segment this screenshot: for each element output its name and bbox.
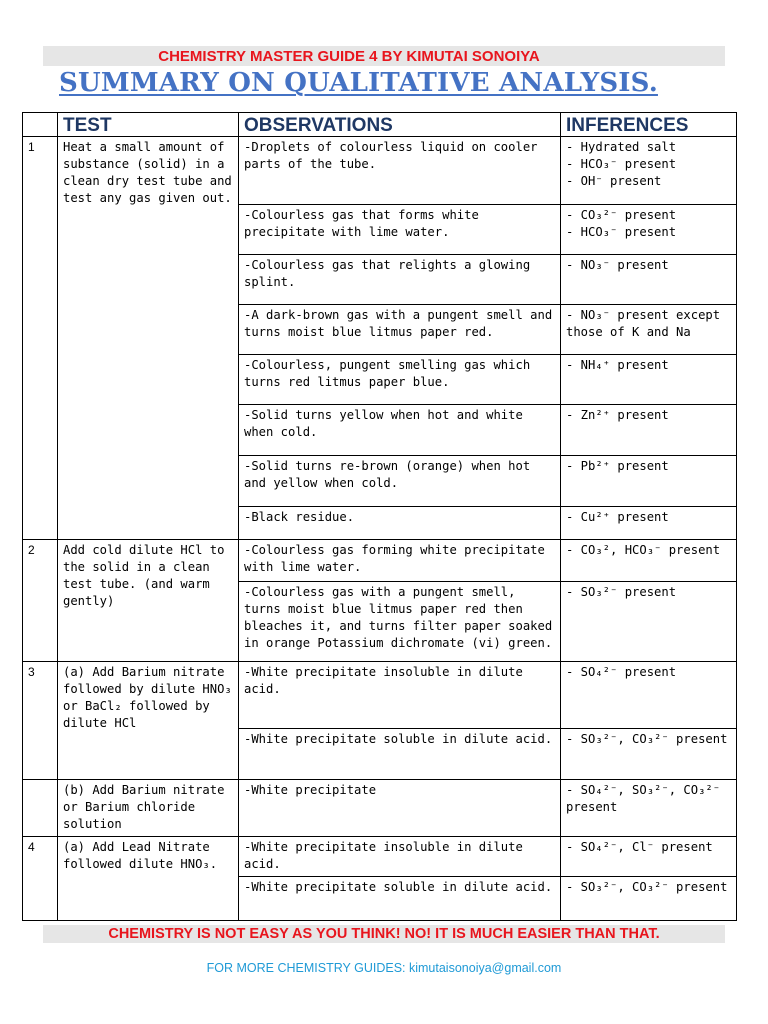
observation-cell: -White precipitate soluble in dilute acid.	[239, 729, 561, 780]
page-title: SUMMARY ON QUALITATIVE ANALYSIS.	[59, 68, 658, 98]
table-row	[23, 137, 737, 205]
guide-title: CHEMISTRY MASTER GUIDE 4 BY KIMUTAI SONOIYA	[158, 47, 540, 65]
inference-cell: - SO₃²⁻, CO₃²⁻ present	[561, 729, 737, 780]
table-body	[23, 137, 737, 921]
table-row	[23, 837, 737, 877]
observation-cell: -Solid turns yellow when hot and white when cold.	[239, 405, 561, 456]
inference-cell: - SO₃²⁻, CO₃²⁻ present	[561, 877, 737, 921]
observation-cell: -Colourless gas with a pungent smell, turns moist blue litmus paper red then bleaches it, and turns filter paper soaked in orange Potassium dichromate (vi) green.	[239, 582, 561, 662]
test-number: 3	[23, 662, 58, 780]
observation-cell: -Colourless gas that forms white precipitate with lime water.	[239, 205, 561, 255]
observation-cell: -White precipitate	[239, 780, 561, 837]
inference-cell: - Cu²⁺ present	[561, 507, 737, 540]
header-inferences: INFERENCES	[561, 113, 737, 137]
observation-cell: -White precipitate insoluble in dilute acid.	[239, 662, 561, 729]
observation-cell: -White precipitate insoluble in dilute acid.	[239, 837, 561, 877]
inference-cell: - CO₃²⁻ present - HCO₃⁻ present	[561, 205, 737, 255]
test-number: 1	[23, 137, 58, 540]
tagline-banner	[43, 925, 725, 943]
observation-cell: -Colourless gas forming white precipitate with lime water.	[239, 540, 561, 582]
inference-cell: - SO₄²⁻, SO₃²⁻, CO₃²⁻ present	[561, 780, 737, 837]
inference-cell: - NH₄⁺ present	[561, 355, 737, 405]
observation-cell: -A dark-brown gas with a pungent smell and turns moist blue litmus paper red.	[239, 305, 561, 355]
inference-cell: - SO₃²⁻ present	[561, 582, 737, 662]
observation-cell: -Colourless gas that relights a glowing splint.	[239, 255, 561, 305]
inference-cell: - Pb²⁺ present	[561, 456, 737, 507]
test-procedure: (a) Add Barium nitrate followed by dilute HNO₃ or BaCl₂ followed by dilute HCl	[58, 662, 239, 780]
header-number	[23, 113, 58, 137]
guide-title-banner	[43, 46, 725, 66]
table-row	[23, 662, 737, 729]
inference-cell: - NO₃⁻ present except those of K and Na	[561, 305, 737, 355]
observation-cell: -Solid turns re-brown (orange) when hot and yellow when cold.	[239, 456, 561, 507]
observation-cell: -Black residue.	[239, 507, 561, 540]
inference-cell: - Hydrated salt - HCO₃⁻ present - OH⁻ present	[561, 137, 737, 205]
test-procedure: Heat a small amount of substance (solid) in a clean dry test tube and test any gas given out.	[58, 137, 239, 540]
test-procedure: (a) Add Lead Nitrate followed dilute HNO₃.	[58, 837, 239, 921]
test-number: 2	[23, 540, 58, 662]
header-test: TEST	[58, 113, 239, 137]
contact-line: FOR MORE CHEMISTRY GUIDES: kimutaisonoiya@gmail.com	[206, 961, 562, 975]
test-procedure: (b) Add Barium nitrate or Barium chloride solution	[58, 780, 239, 837]
inference-cell: - SO₄²⁻ present	[561, 662, 737, 729]
table-row	[23, 780, 737, 837]
test-number	[23, 780, 58, 837]
observation-cell: -White precipitate soluble in dilute acid.	[239, 877, 561, 921]
qualitative-analysis-table	[22, 112, 737, 921]
observation-cell: -Colourless, pungent smelling gas which turns red litmus paper blue.	[239, 355, 561, 405]
observation-cell: -Droplets of colourless liquid on cooler parts of the tube.	[239, 137, 561, 205]
header-observations: OBSERVATIONS	[239, 113, 561, 137]
test-procedure: Add cold dilute HCl to the solid in a clean test tube. (and warm gently)	[58, 540, 239, 662]
table-row	[23, 540, 737, 582]
table-header-row	[23, 113, 737, 137]
inference-cell: - SO₄²⁻, Cl⁻ present	[561, 837, 737, 877]
inference-cell: - NO₃⁻ present	[561, 255, 737, 305]
inference-cell: - CO₃², HCO₃⁻ present	[561, 540, 737, 582]
inference-cell: - Zn²⁺ present	[561, 405, 737, 456]
tagline: CHEMISTRY IS NOT EASY AS YOU THINK! NO! IT IS MUCH EASIER THAN THAT.	[108, 926, 660, 942]
test-number: 4	[23, 837, 58, 921]
